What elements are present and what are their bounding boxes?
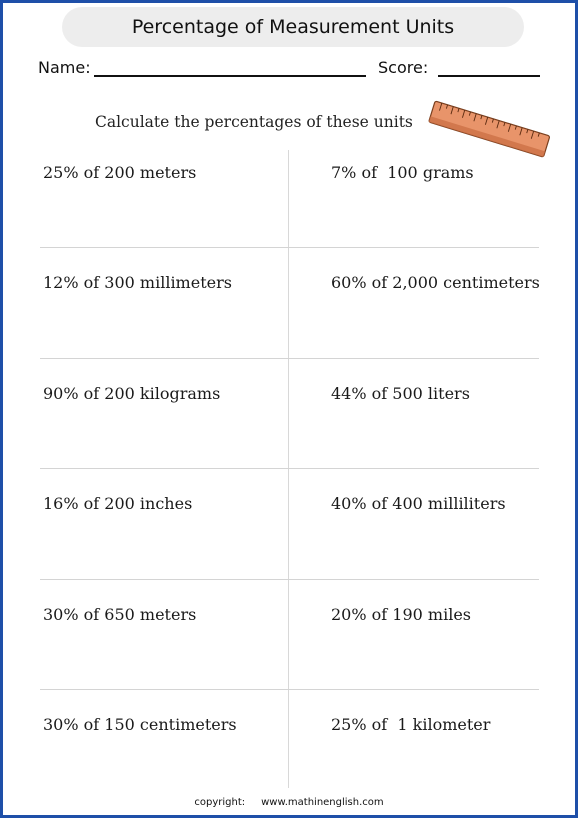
row-divider: [40, 468, 539, 469]
name-label: Name:: [38, 58, 91, 77]
problem-5-right: 20% of 190 miles: [331, 605, 471, 624]
row-divider: [40, 358, 539, 359]
row-divider: [40, 247, 539, 248]
problem-1-left: 25% of 200 meters: [43, 163, 197, 182]
problem-6-right: 25% of 1 kilometer: [331, 715, 491, 734]
column-divider: [288, 150, 289, 788]
problem-1-right: 7% of 100 grams: [331, 163, 474, 182]
problem-5-left: 30% of 650 meters: [43, 605, 197, 624]
problem-2-left: 12% of 300 millimeters: [43, 273, 232, 292]
problem-4-left: 16% of 200 inches: [43, 494, 193, 513]
problem-6-left: 30% of 150 centimeters: [43, 715, 237, 734]
problem-3-right: 44% of 500 liters: [331, 384, 470, 403]
score-blank[interactable]: [438, 75, 540, 77]
ruler-icon: [424, 98, 554, 162]
row-divider: [40, 579, 539, 580]
score-label: Score:: [378, 58, 429, 77]
worksheet-title: Percentage of Measurement Units: [62, 7, 524, 47]
problem-4-right: 40% of 400 milliliters: [331, 494, 506, 513]
copyright-footer: [0, 797, 578, 808]
row-divider: [40, 689, 539, 690]
problem-2-right: 60% of 2,000 centimeters: [331, 273, 540, 292]
problem-3-left: 90% of 200 kilograms: [43, 384, 221, 403]
instructions: Calculate the percentages of these units: [95, 113, 413, 131]
copyright-site-link[interactable]: www.mathinenglish.com: [261, 797, 384, 808]
name-score-row: [38, 58, 543, 80]
copyright-label: copyright:: [194, 797, 246, 808]
name-blank[interactable]: [94, 75, 366, 77]
